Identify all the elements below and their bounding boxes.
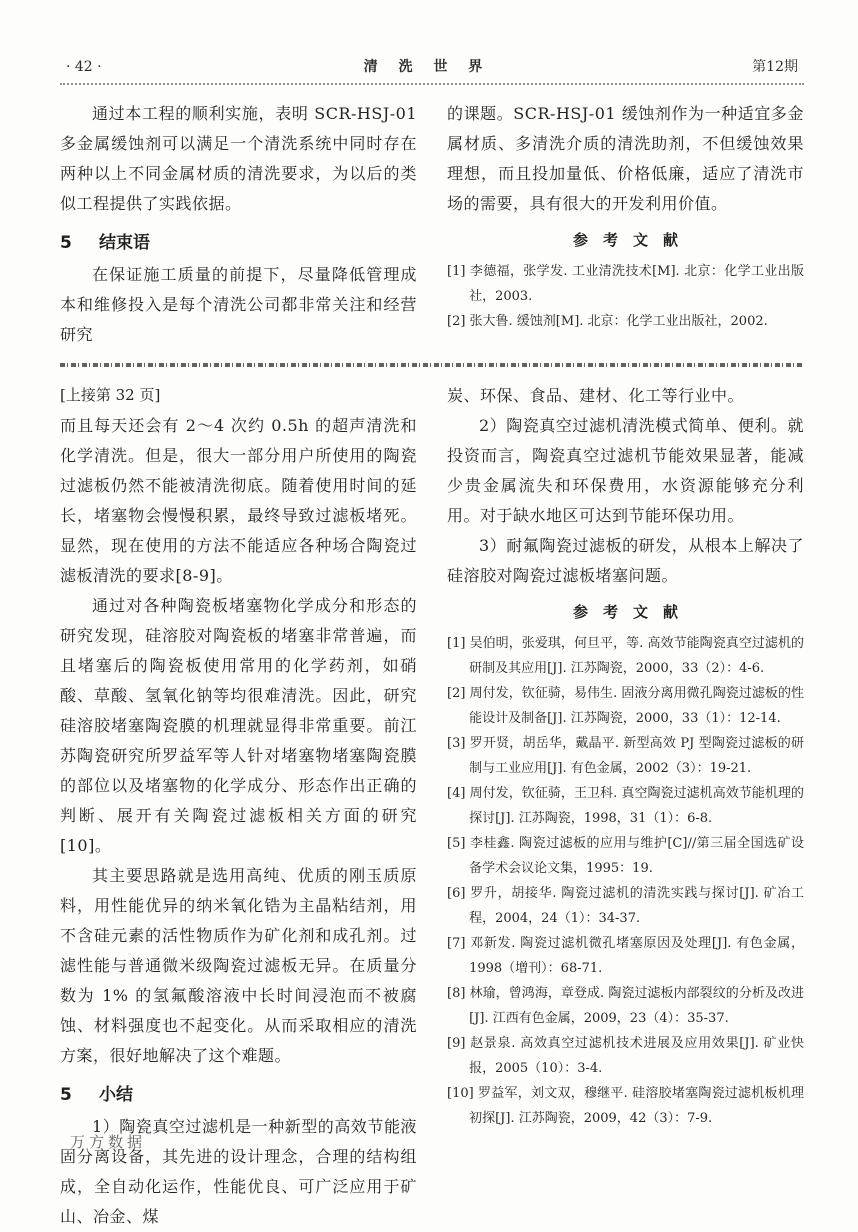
continuation-note: [上接第 32 页]	[60, 386, 161, 404]
watermark-wanfang-data: 万方数据	[70, 1133, 147, 1151]
section-title: 小结	[99, 1085, 134, 1105]
article-end-left-column	[60, 99, 417, 350]
reference-item: [4] 周付发，钦征骑，王卫科. 真空陶瓷过滤机高效节能机理的探讨[J]. 江苏陶瓷，1998，31（1）：6-8.	[447, 786, 804, 826]
article-continued-left-column	[60, 381, 417, 1232]
paragraph: 3）耐氟陶瓷过滤板的研发，从根本上解决了硅溶胶对陶瓷过滤板堵塞问题。	[447, 536, 804, 585]
reference-item: [8] 林瑜，曾鸿海，章登成. 陶瓷过滤板内部裂纹的分析及改进[J]. 江西有色金属，2009，23（4）：35-37.	[447, 986, 804, 1026]
section-title: 结束语	[99, 233, 151, 253]
references-heading: 参 考 文 献	[572, 603, 678, 621]
article-continued-section	[60, 381, 804, 1232]
issue-label: 第12期	[752, 59, 798, 75]
article-end-right-column	[447, 99, 804, 350]
page-header	[60, 56, 804, 76]
paragraph: 2）陶瓷真空过滤机清洗模式简单、便利。就投资而言，陶瓷真空过滤机节能效果显著，能减少贵金属流失和环保费用，水资源能够充分利用。对于缺水地区可达到节能环保功用。	[447, 416, 804, 525]
reference-item: [6] 罗升，胡接华. 陶瓷过滤机的清洗实践与探讨[J]. 矿冶工程，2004，24（1）：34-37.	[447, 886, 804, 926]
paragraph: 其主要思路就是选用高纯、优质的刚玉质原料，用性能优异的纳米氧化锆为主晶粘结剂，用不含硅元素的活性物质作为矿化剂和成孔剂。过滤性能与普通微米级陶瓷过滤板无异。在质量分数为 1% 的氢氟酸溶液中长时间浸泡而不被腐蚀、材料强度也不起变化。从而采取相应的清洗方案，很好地解决了这个难题。	[60, 866, 417, 1065]
section-number: 5	[60, 1085, 72, 1105]
reference-item: [7] 邓新发. 陶瓷过滤机微孔堵塞原因及处理[J]. 有色金属，1998（增刊）：68-71.	[447, 936, 804, 976]
paragraph: 在保证施工质量的前提下，尽量降低管理成本和维修投入是每个清洗公司都非常关注和经营研究	[60, 265, 417, 344]
article-end-section	[60, 99, 804, 350]
reference-item: [5] 李桂鑫. 陶瓷过滤板的应用与维护[C]//第三届全国选矿设备学术会议论文集，1995：19.	[447, 836, 804, 876]
reference-item: [2] 张大鲁. 缓蚀剂[M]. 北京：化学工业出版社，2002.	[447, 314, 768, 329]
paragraph: 炭、环保、食品、建材、化工等行业中。	[447, 386, 745, 405]
page-number: · 42 ·	[66, 59, 102, 75]
section-divider	[60, 363, 804, 367]
journal-title: 清 洗 世 界	[363, 59, 491, 75]
section-number: 5	[60, 233, 72, 253]
references-heading: 参 考 文 献	[572, 231, 678, 249]
paragraph: 而且每天还会有 2～4 次约 0.5h 的超声清洗和化学清洗。但是，很大一部分用户所使用的陶瓷过滤板仍然不能被清洗彻底。随着使用时间的延长，堵塞物会慢慢积累，最终导致过滤板堵死。显然，现在使用的方法不能适应各种场合陶瓷过滤板清洗的要求[8-9]。	[60, 416, 417, 585]
reference-item: [2] 周付发，钦征骑，易伟生. 固液分离用微孔陶瓷过滤板的性能设计及制备[J]. 江苏陶瓷，2000，33（1）：12-14.	[447, 686, 804, 726]
header-rule	[60, 83, 804, 85]
reference-item: [1] 李德福，张学发. 工业清洗技术[M]. 北京：化学工业出版社，2003.	[447, 264, 804, 304]
paragraph: 的课题。SCR-HSJ-01 缓蚀剂作为一种适宜多金属材质、多清洗介质的清洗助剂，不但缓蚀效果理想，而且投加量低、价格低廉，适应了清洗市场的需要，具有很大的开发利用价值。	[447, 104, 804, 213]
paragraph: 1）陶瓷真空过滤机是一种新型的高效节能液固分离设备，其先进的设计理念，合理的结构组成，全自动化运作，性能优良、可广泛应用于矿山、冶金、煤	[60, 1117, 417, 1226]
paragraph: 通过对各种陶瓷板堵塞物化学成分和形态的研究发现，硅溶胶对陶瓷板的堵塞非常普遍，而且堵塞后的陶瓷板使用常用的化学药剂，如硝酸、草酸、氢氧化钠等均很难清洗。因此，研究硅溶胶堵塞陶瓷膜的机理就显得非常重要。前江苏陶瓷研究所罗益军等人针对堵塞物堵塞陶瓷膜的部位以及堵塞物的化学成分、形态作出正确的判断、展开有关陶瓷过滤板相关方面的研究[10]。	[60, 596, 417, 855]
reference-item: [10] 罗益军，刘文双，穆继平. 硅溶胶堵塞陶瓷过滤机板机理初探[J]. 江苏陶瓷，2009，42（3）：7-9.	[447, 1086, 804, 1126]
article-continued-right-column	[447, 381, 804, 1232]
section-heading-summary	[60, 1080, 417, 1105]
reference-item: [9] 赵景泉. 高效真空过滤机技术进展及应用效果[J]. 矿业快报，2005（10）：3-4.	[447, 1036, 804, 1076]
reference-item: [1] 吴伯明，张爱琪，何旦平，等. 高效节能陶瓷真空过滤机的研制及其应用[J]. 江苏陶瓷，2000，33（2）：4-6.	[447, 636, 804, 676]
reference-item: [3] 罗开贤，胡岳华，戴晶平. 新型高效 PJ 型陶瓷过滤板的研制与工业应用[J]. 有色金属，2002（3）：19-21.	[447, 736, 804, 776]
section-heading-conclusion	[60, 228, 417, 253]
paragraph: 通过本工程的顺利实施，表明 SCR-HSJ-01 多金属缓蚀剂可以满足一个清洗系统中同时存在两种以上不同金属材质的清洗要求，为以后的类似工程提供了实践依据。	[60, 104, 417, 213]
